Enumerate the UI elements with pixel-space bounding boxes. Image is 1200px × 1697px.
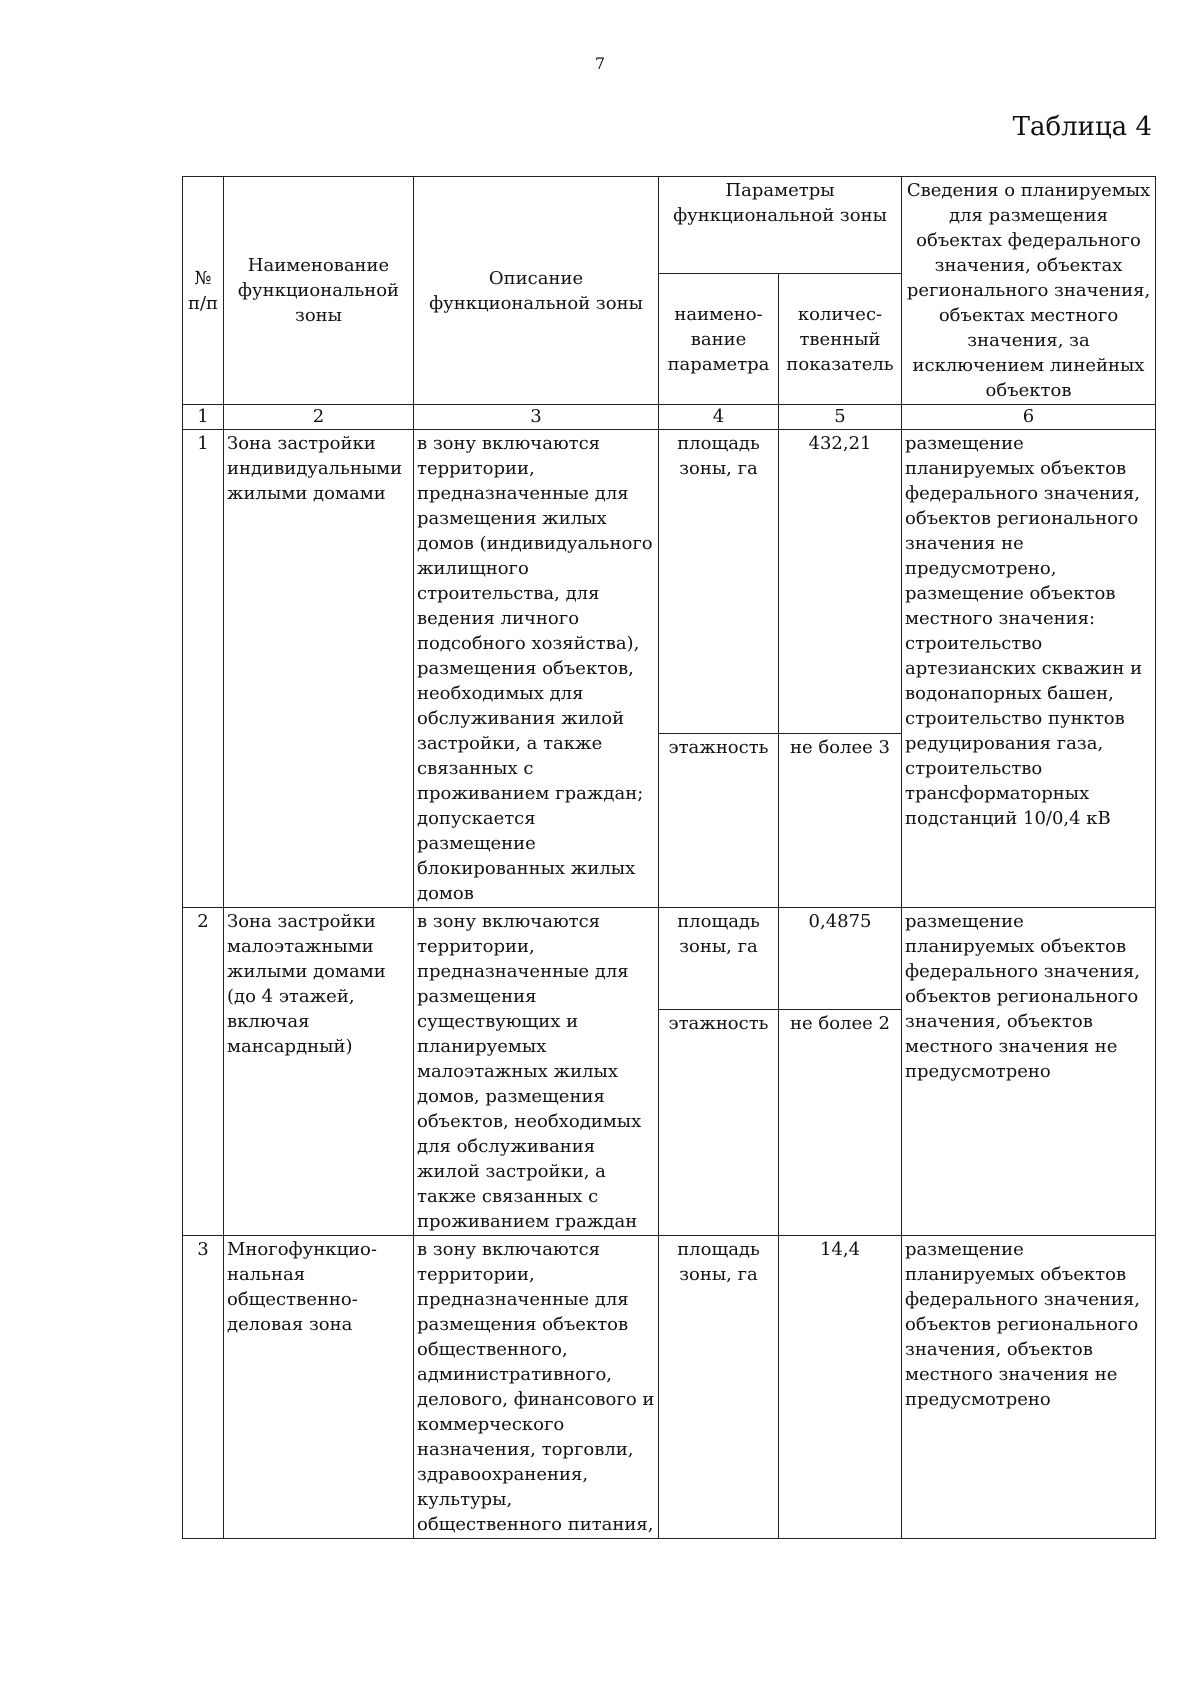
header-description: Описание функциональной зоны xyxy=(414,177,659,405)
zone-description: в зону включаются территории, предназначенные для размещения существующих и планируемых малоэтажных жилых домов, размещения объектов, необходимых для обслуживания жилой застройки, а также связанных с проживанием граждан xyxy=(414,908,659,1236)
param-name: площадь зоны, га xyxy=(659,908,779,1010)
planned-objects: размещение планируемых объектов федерального значения, объектов регионального значения не предусмотрено, размещение объектов местного значения: строительство артезианских скважин и водонапорных башен, строительство пунктов редуцирования газа, строительство трансформаторных подстанций 10/0,4 кВ xyxy=(902,430,1156,908)
column-index: 6 xyxy=(902,405,1156,430)
row-num: 2 xyxy=(183,908,224,1236)
zone-description: в зону включаются территории, предназначенные для размещения объектов общественного, административного, делового, финансового и коммерческого назначения, торговли, здравоохранения, культуры, общественного питания, xyxy=(414,1236,659,1539)
table-row xyxy=(183,1236,1156,1539)
zone-name: Зона застройки индивидуальными жилыми домами xyxy=(224,430,414,908)
header-param-name: наимено-вание параметра xyxy=(659,274,779,405)
param-value: 14,4 xyxy=(779,1236,902,1539)
page-number: 7 xyxy=(594,54,606,73)
column-index: 2 xyxy=(224,405,414,430)
zone-name: Многофункцио-нальная общественно-деловая зона xyxy=(224,1236,414,1539)
header-zone-name: Наименование функциональной зоны xyxy=(224,177,414,405)
table-caption: Таблица 4 xyxy=(1012,112,1152,142)
column-index-row xyxy=(183,405,1156,430)
zone-description: в зону включаются территории, предназначенные для размещения жилых домов (индивидуального жилищного строительства, для ведения личного подсобного хозяйства), размещения объектов, необходимых для обслуживания жилой застройки, а также связанных с проживанием граждан; допускается размещение блокированных жилых домов xyxy=(414,430,659,908)
param-value: не более 3 xyxy=(779,734,902,908)
table-row xyxy=(183,430,1156,734)
param-value: 432,21 xyxy=(779,430,902,734)
header-params-group: Параметры функциональной зоны xyxy=(659,177,902,274)
planned-objects: размещение планируемых объектов федерального значения, объектов регионального значения, объектов местного значения не предусмотрено xyxy=(902,1236,1156,1539)
header-num: № п/п xyxy=(183,177,224,405)
row-num: 1 xyxy=(183,430,224,908)
param-name: этажность xyxy=(659,734,779,908)
param-name: площадь зоны, га xyxy=(659,1236,779,1539)
table-header-row xyxy=(183,177,1156,274)
row-num: 3 xyxy=(183,1236,224,1539)
functional-zones-table xyxy=(182,176,1156,1539)
param-name: площадь зоны, га xyxy=(659,430,779,734)
zone-name: Зона застройки малоэтажными жилыми домами (до 4 этажей, включая мансардный) xyxy=(224,908,414,1236)
planned-objects: размещение планируемых объектов федерального значения, объектов регионального значения, объектов местного значения не предусмотрено xyxy=(902,908,1156,1236)
param-name: этажность xyxy=(659,1009,779,1235)
header-planned-objects: Сведения о планируемых для размещения объектах федерального значения, объектах регионального значения, объектах местного значения, за исключением линейных объектов xyxy=(902,177,1156,405)
table-row xyxy=(183,908,1156,1010)
column-index: 3 xyxy=(414,405,659,430)
column-index: 1 xyxy=(183,405,224,430)
param-value: 0,4875 xyxy=(779,908,902,1010)
column-index: 5 xyxy=(779,405,902,430)
column-index: 4 xyxy=(659,405,779,430)
header-param-value: количес-твенный показатель xyxy=(779,274,902,405)
param-value: не более 2 xyxy=(779,1009,902,1235)
